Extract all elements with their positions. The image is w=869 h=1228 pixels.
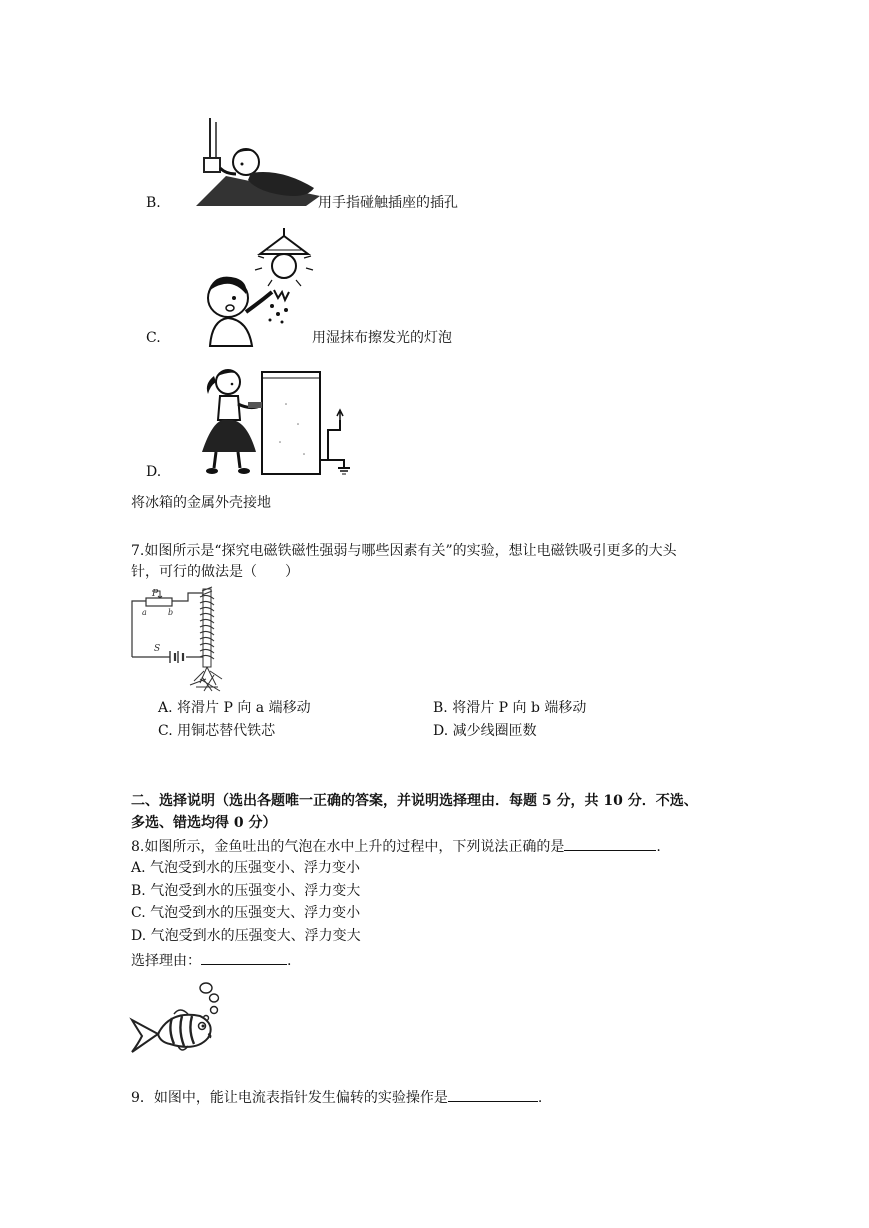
q8-answer-blank[interactable] [564,836,656,851]
q7-stem-line1: 7.如图所示是“探究电磁铁磁性强弱与哪些因素有关”的实验，想让电磁铁吸引更多的大头 [131,543,677,559]
end-label-a: a [142,608,147,617]
wet-cloth-bulb-illustration [196,228,314,346]
section2-heading-line1: 二、选择说明（选出各题唯一正确的答案，并说明选择理由．每题 5 分，共 10 分．不选、 [131,793,698,809]
q9-answer-blank[interactable] [448,1087,538,1102]
switch-label-s: S [154,644,161,654]
q6-option-d-letter: D. [146,464,162,480]
q6-option-c-letter: C. [146,330,161,346]
q7-option-c: C. 用铜芯替代铁芯 [158,723,276,739]
q6-option-c-caption: 用湿抹布擦发光的灯泡 [312,330,452,346]
q8-option-b: B. 气泡受到水的压强变小、浮力变大 [131,883,361,899]
slider-label-p: P [152,589,159,599]
section2-heading-line2: 多选、错选均得 0 分） [131,815,277,831]
q7-option-b: B. 将滑片 P 向 b 端移动 [433,700,587,716]
q7-option-d: D. 减少线圈匝数 [433,723,537,739]
end-label-b: b [168,608,174,617]
q9-stem: 9．如图中，能让电流表指针发生偏转的实验操作是 . [131,1087,542,1107]
q8-reason: 选择理由： . [131,950,291,970]
q7-stem-line2: 针，可行的做法是（ ） [131,564,299,580]
q8-reason-blank[interactable] [201,950,287,965]
fridge-grounding-illustration [194,364,356,478]
q8-option-d: D. 气泡受到水的压强变大、浮力变大 [131,928,361,944]
q6-option-d-caption: 将冰箱的金属外壳接地 [131,495,271,511]
q6-option-b-letter: B. [146,195,161,211]
socket-touch-illustration [196,118,320,210]
q8-option-a: A. 气泡受到水的压强变小、浮力变小 [131,860,361,876]
electromagnet-circuit-diagram [130,587,230,695]
q6-option-b-caption: 用手指碰触插座的插孔 [318,195,458,211]
q8-stem: 8.如图所示，金鱼吐出的气泡在水中上升的过程中，下列说法正确的是 . [131,836,661,856]
q8-option-c: C. 气泡受到水的压强变大、浮力变小 [131,905,361,921]
q7-option-a: A. 将滑片 P 向 a 端移动 [158,700,311,716]
goldfish-bubbles-illustration [130,980,226,1056]
